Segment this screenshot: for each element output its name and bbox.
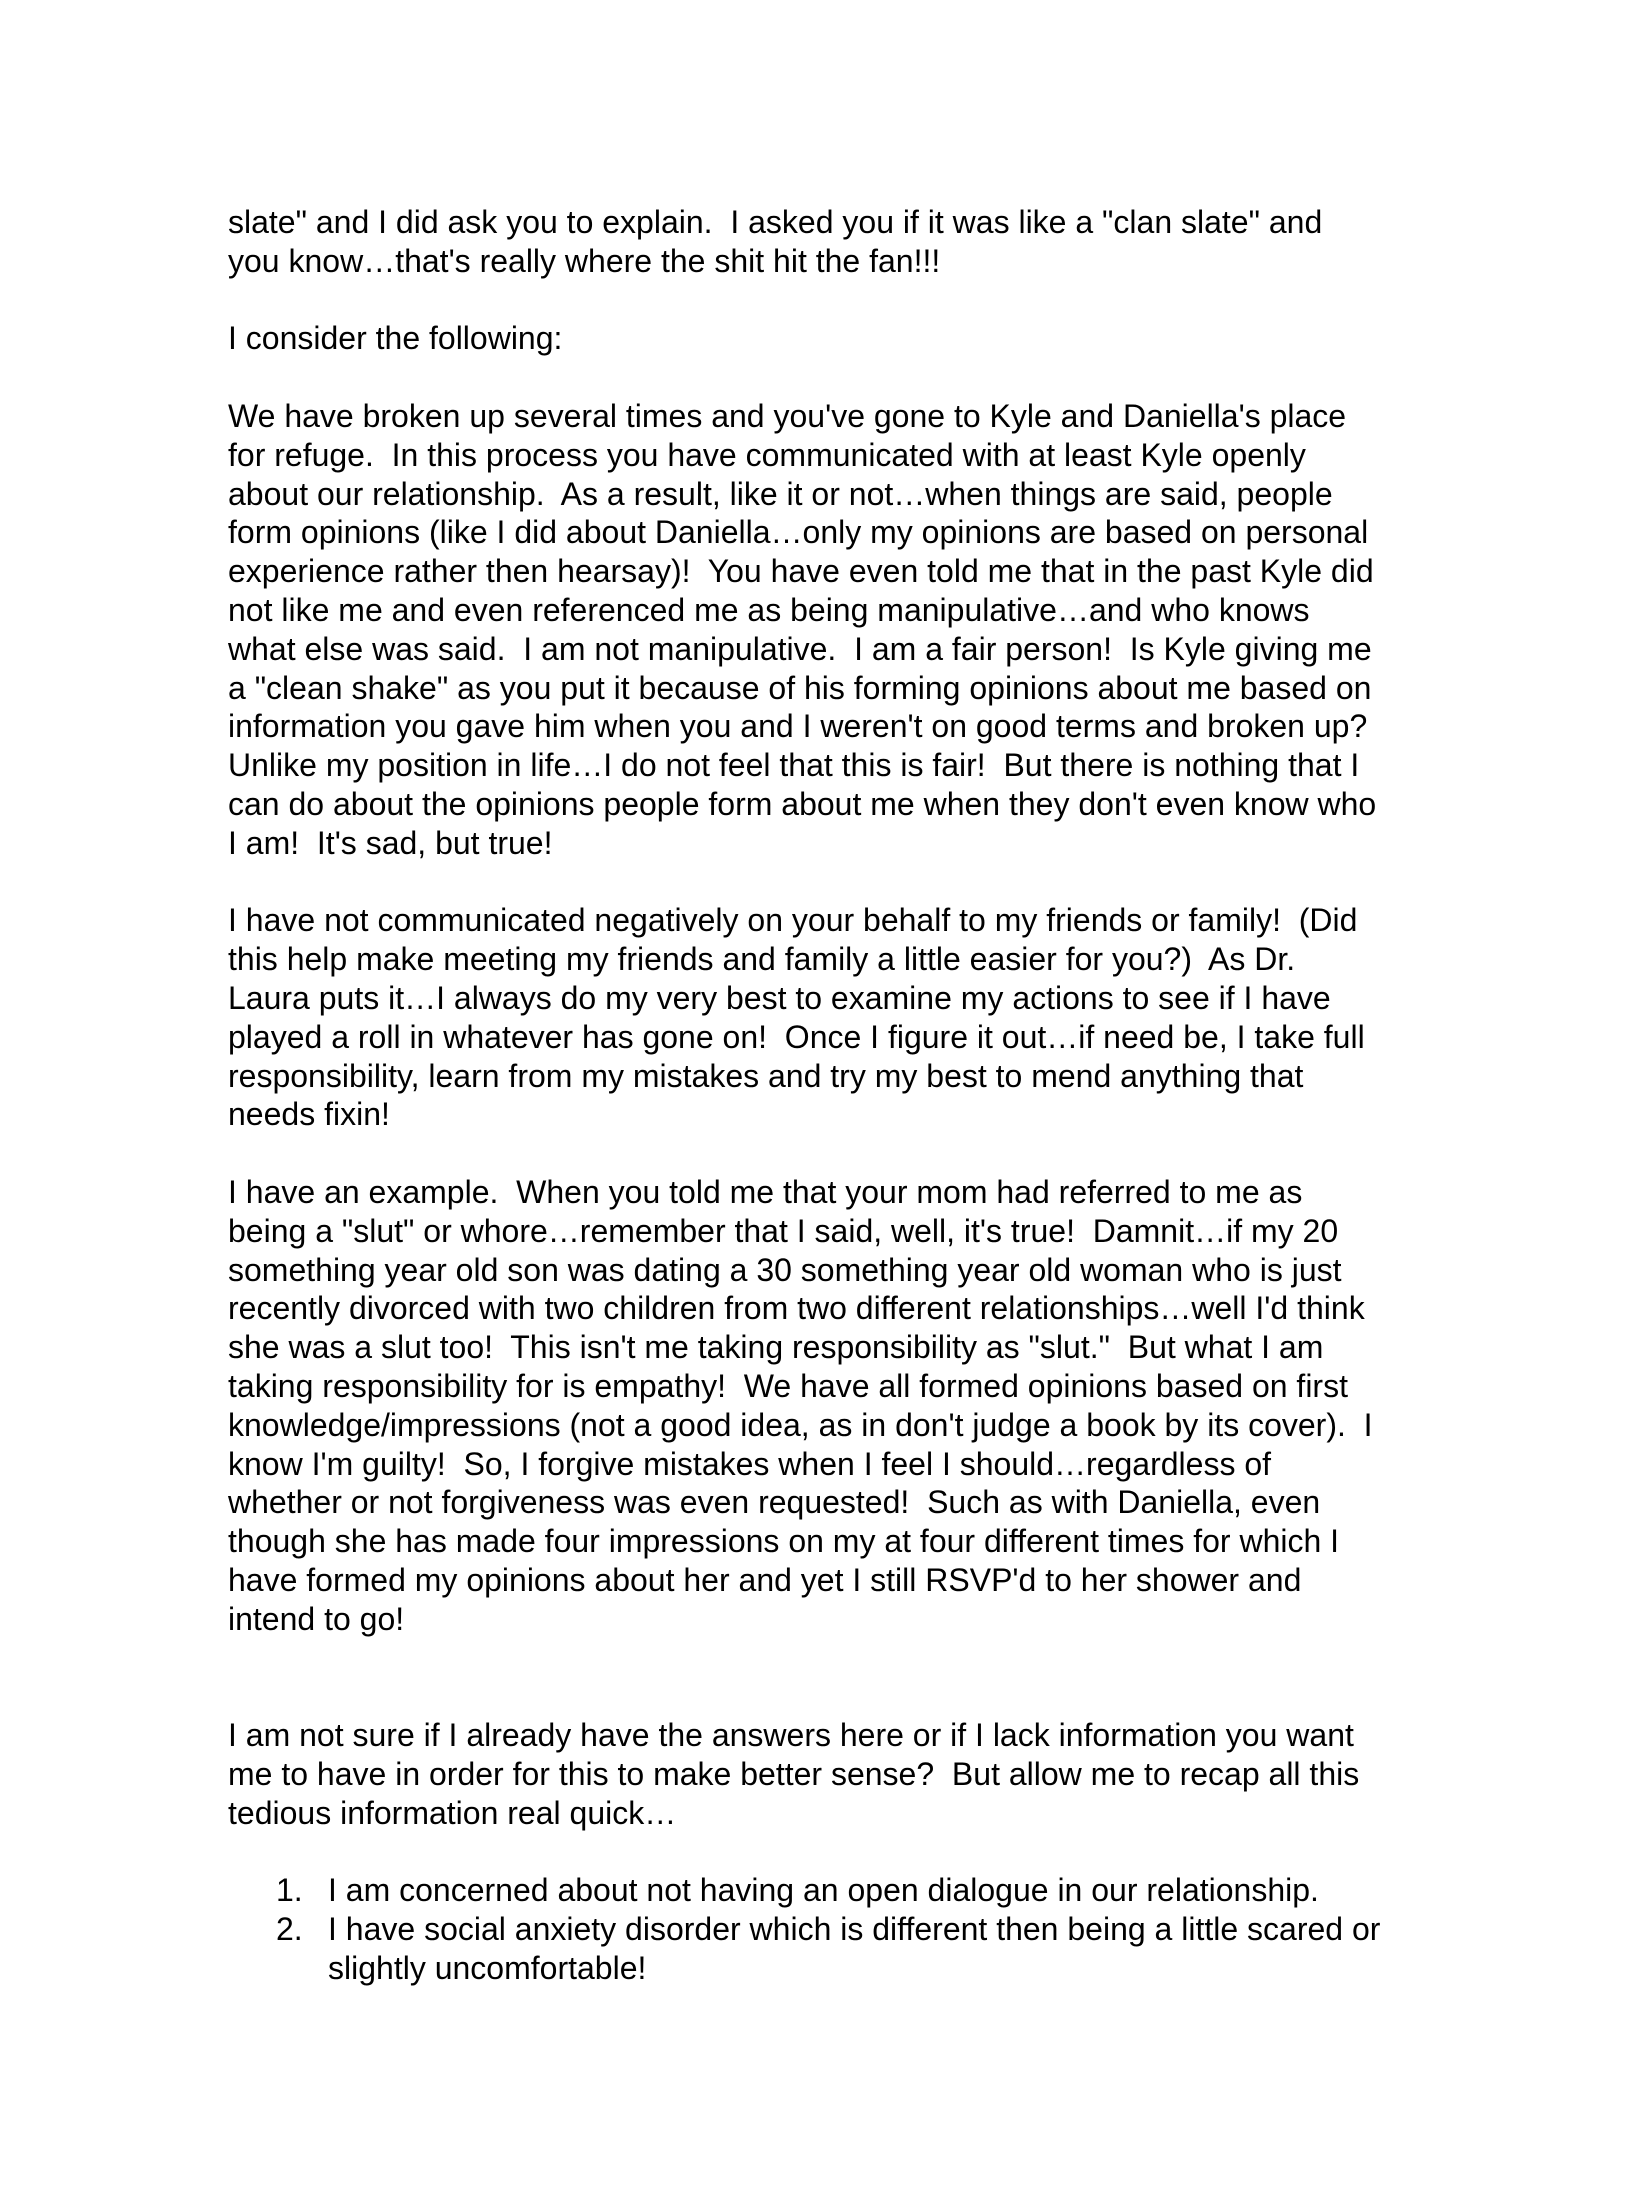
text-line: can do about the opinions people form about me when they don't even know who [228,785,1377,822]
text-line: form opinions (like I did about Daniella…only my opinions are based on personal [228,514,1369,551]
text-line: I consider the following: [228,320,563,357]
paragraph-spacer [228,863,1468,902]
paragraph-2 [228,319,1468,358]
text-line: not like me and even referenced me as being manipulative…and who knows [228,591,1310,628]
text-line: needs fixin! [228,1096,390,1133]
paragraph-6 [228,1716,1468,1832]
text-line: though she has made four impressions on my at four different times for which I [228,1523,1340,1560]
list-number: 2. [276,1911,303,1948]
text-line: intend to go! [228,1600,405,1637]
text-line: I have not communicated negatively on your behalf to my friends or family! (Did [228,902,1358,939]
list-number: 1. [276,1872,303,1909]
text-line: this help make meeting my friends and family a little easier for you?) As Dr. [228,941,1296,978]
text-line: have formed my opinions about her and yet I still RSVP'd to her shower and [228,1561,1302,1598]
text-line: for refuge. In this process you have communicated with at least Kyle openly [228,436,1306,473]
paragraph-spacer [228,281,1468,320]
paragraph-5 [228,1173,1468,1639]
text-line: I am not sure if I already have the answers here or if I lack information you want [228,1717,1354,1754]
text-line: I have social anxiety disorder which is different then being a little scared or [328,1911,1381,1948]
paragraph-spacer [228,1832,1468,1871]
text-line: what else was said. I am not manipulative. I am a fair person! Is Kyle giving me [228,630,1372,667]
text-line: being a "slut" or whore…remember that I said, well, it's true! Damnit…if my 20 [228,1212,1339,1249]
list-item [228,1871,1468,1910]
paragraph-4 [228,901,1468,1134]
paragraph-spacer [228,1134,1468,1173]
text-line: information you gave him when you and I weren't on good terms and broken up? [228,708,1368,745]
paragraph-1 [228,203,1468,281]
text-line: tedious information real quick… [228,1794,677,1831]
text-line: slate" and I did ask you to explain. I asked you if it was like a "clan slate" and [228,204,1323,240]
text-line: responsibility, learn from my mistakes and try my best to mend anything that [228,1057,1304,1094]
paragraph-3 [228,397,1468,863]
text-line: I am! It's sad, but true! [228,824,553,861]
text-line: know I'm guilty! So, I forgive mistakes when I feel I should…regardless of [228,1445,1272,1482]
text-line: taking responsibility for is empathy! We have all formed opinions based on first [228,1367,1348,1404]
text-line: me to have in order for this to make better sense? But allow me to recap all this [228,1755,1360,1792]
text-line: We have broken up several times and you've gone to Kyle and Daniella's place [228,397,1347,434]
text-line: Unlike my position in life…I do not feel that this is fair! But there is nothing that I [228,747,1360,784]
text-line: experience rather then hearsay)! You have even told me that in the past Kyle did [228,553,1374,590]
text-line: you know…that's really where the shit hit the fan!!! [228,242,941,279]
text-line: played a roll in whatever has gone on! Once I figure it out…if need be, I take full [228,1018,1365,1055]
text-line: whether or not forgiveness was even requested! Such as with Daniella, even [228,1484,1321,1521]
text-line: about our relationship. As a result, like it or not…when things are said, people [228,475,1333,512]
text-line: Laura puts it…I always do my very best to examine my actions to see if I have [228,979,1331,1016]
text-line: knowledge/impressions (not a good idea, as in don't judge a book by its cover). I [228,1406,1373,1443]
paragraph-spacer [228,358,1468,397]
text-line: recently divorced with two children from two different relationships…well I'd think [228,1290,1365,1327]
text-line: something year old son was dating a 30 something year old woman who is just [228,1251,1342,1288]
text-line: slightly uncomfortable! [328,1949,647,1986]
document-body [228,203,1468,1988]
text-line: a "clean shake" as you put it because of his forming opinions about me based on [228,669,1372,706]
numbered-list [228,1871,1468,1987]
text-line: I have an example. When you told me that your mom had referred to me as [228,1173,1303,1210]
list-item [228,1910,1468,1988]
text-line: I am concerned about not having an open dialogue in our relationship. [328,1872,1319,1909]
text-line: she was a slut too! This isn't me taking responsibility as "slut." But what I am [228,1329,1324,1366]
paragraph-spacer [228,1638,1468,1716]
